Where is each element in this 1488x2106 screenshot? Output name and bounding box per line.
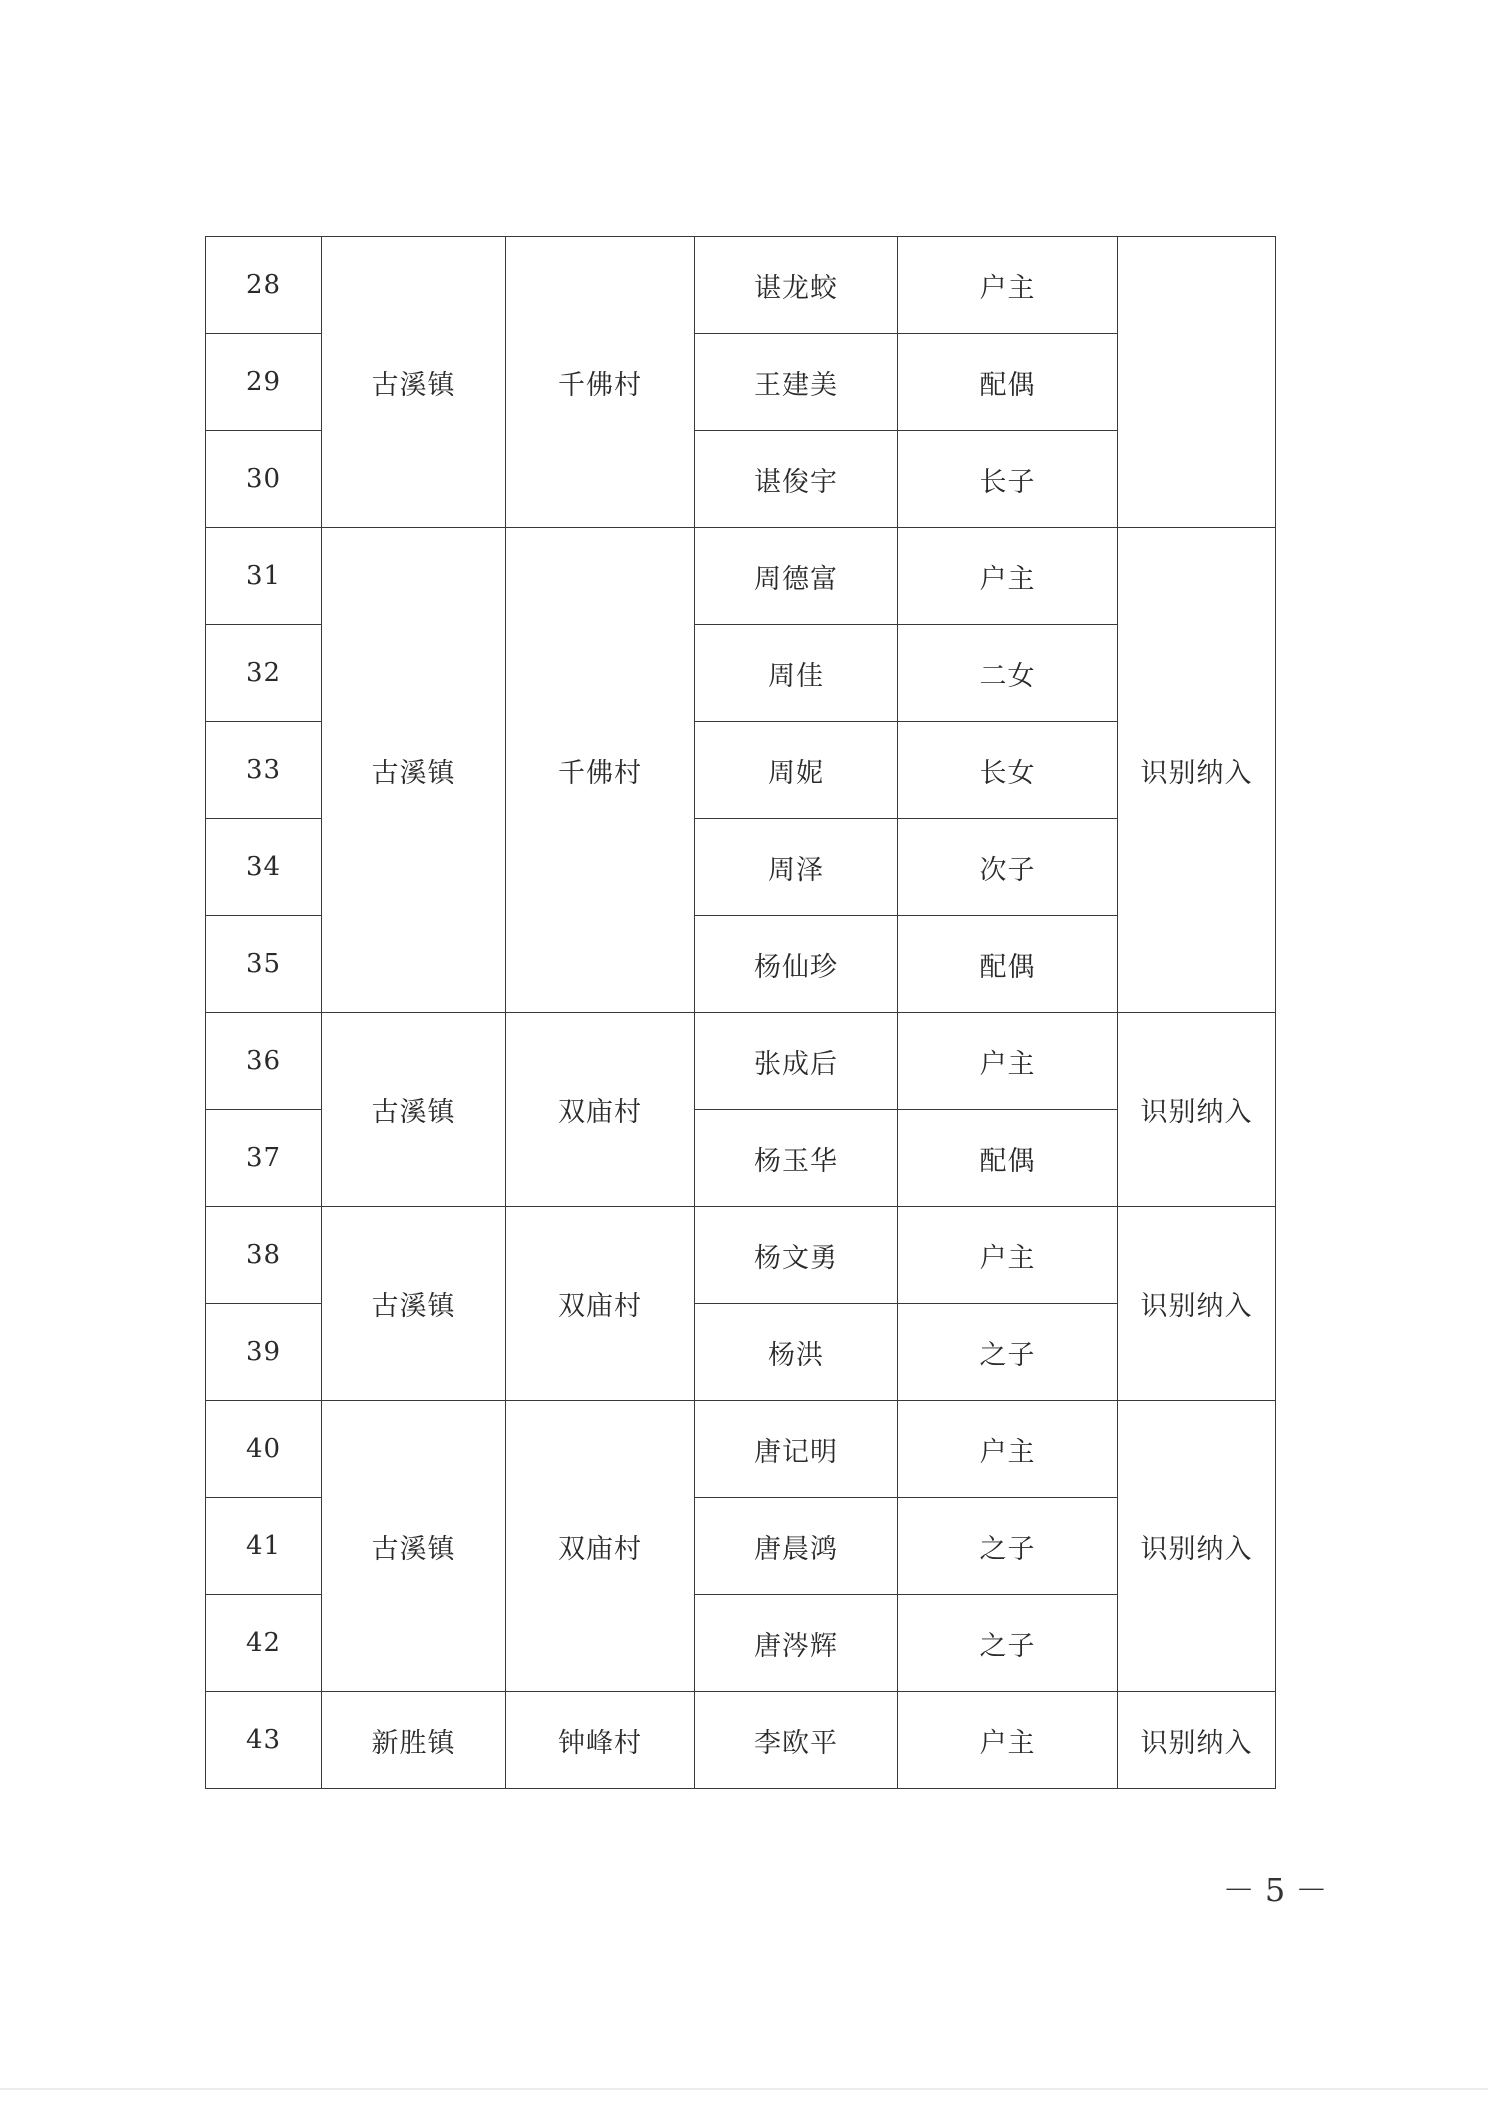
name-cell: 唐记明: [695, 1401, 898, 1498]
village-cell: 钟峰村: [506, 1692, 695, 1789]
row-number-cell: 31: [206, 528, 322, 625]
relation-cell: 户主: [898, 1401, 1118, 1498]
name-cell: 周妮: [695, 722, 898, 819]
town-cell: 古溪镇: [322, 1401, 506, 1692]
relation-cell: 配偶: [898, 334, 1118, 431]
scan-edge-divider: [0, 2088, 1488, 2090]
status-cell: 识别纳入: [1118, 1692, 1276, 1789]
row-number-cell: 39: [206, 1304, 322, 1401]
row-number-cell: 34: [206, 819, 322, 916]
name-cell: 唐晨鸿: [695, 1498, 898, 1595]
table-row: [206, 237, 1276, 334]
relation-cell: 户主: [898, 1013, 1118, 1110]
relation-cell: 之子: [898, 1498, 1118, 1595]
town-cell: 古溪镇: [322, 1207, 506, 1401]
row-number-cell: 41: [206, 1498, 322, 1595]
relation-cell: 配偶: [898, 1110, 1118, 1207]
town-cell: 古溪镇: [322, 528, 506, 1013]
relation-cell: 配偶: [898, 916, 1118, 1013]
row-number-cell: 37: [206, 1110, 322, 1207]
row-number-cell: 43: [206, 1692, 322, 1789]
name-cell: 唐涔辉: [695, 1595, 898, 1692]
relation-cell: 户主: [898, 528, 1118, 625]
village-cell: 千佛村: [506, 237, 695, 528]
relation-cell: 次子: [898, 819, 1118, 916]
town-cell: 新胜镇: [322, 1692, 506, 1789]
table-row: [206, 528, 1276, 625]
name-cell: 周泽: [695, 819, 898, 916]
row-number-cell: 29: [206, 334, 322, 431]
status-cell: 识别纳入: [1118, 1207, 1276, 1401]
status-cell: [1118, 237, 1276, 528]
name-cell: 谌龙蛟: [695, 237, 898, 334]
row-number-cell: 28: [206, 237, 322, 334]
name-cell: 周德富: [695, 528, 898, 625]
row-number-cell: 35: [206, 916, 322, 1013]
name-cell: 杨玉华: [695, 1110, 898, 1207]
village-cell: 双庙村: [506, 1401, 695, 1692]
row-number-cell: 40: [206, 1401, 322, 1498]
table-row: [206, 1207, 1276, 1304]
name-cell: 王建美: [695, 334, 898, 431]
name-cell: 杨洪: [695, 1304, 898, 1401]
table-row: [206, 1013, 1276, 1110]
town-cell: 古溪镇: [322, 237, 506, 528]
relation-cell: 二女: [898, 625, 1118, 722]
name-cell: 张成后: [695, 1013, 898, 1110]
town-cell: 古溪镇: [322, 1013, 506, 1207]
relation-cell: 户主: [898, 1692, 1118, 1789]
name-cell: 杨仙珍: [695, 916, 898, 1013]
row-number-cell: 42: [206, 1595, 322, 1692]
table-row: [206, 1692, 1276, 1789]
household-table: [205, 236, 1276, 1789]
village-cell: 双庙村: [506, 1013, 695, 1207]
relation-cell: 之子: [898, 1304, 1118, 1401]
row-number-cell: 38: [206, 1207, 322, 1304]
name-cell: 杨文勇: [695, 1207, 898, 1304]
status-cell: 识别纳入: [1118, 1013, 1276, 1207]
table-row: [206, 1401, 1276, 1498]
relation-cell: 之子: [898, 1595, 1118, 1692]
relation-cell: 长子: [898, 431, 1118, 528]
name-cell: 周佳: [695, 625, 898, 722]
page-number: － 5 －: [1222, 1871, 1328, 1909]
status-cell: 识别纳入: [1118, 1401, 1276, 1692]
name-cell: 谌俊宇: [695, 431, 898, 528]
relation-cell: 户主: [898, 237, 1118, 334]
village-cell: 双庙村: [506, 1207, 695, 1401]
village-cell: 千佛村: [506, 528, 695, 1013]
row-number-cell: 32: [206, 625, 322, 722]
row-number-cell: 33: [206, 722, 322, 819]
row-number-cell: 36: [206, 1013, 322, 1110]
name-cell: 李欧平: [695, 1692, 898, 1789]
relation-cell: 长女: [898, 722, 1118, 819]
relation-cell: 户主: [898, 1207, 1118, 1304]
status-cell: 识别纳入: [1118, 528, 1276, 1013]
row-number-cell: 30: [206, 431, 322, 528]
